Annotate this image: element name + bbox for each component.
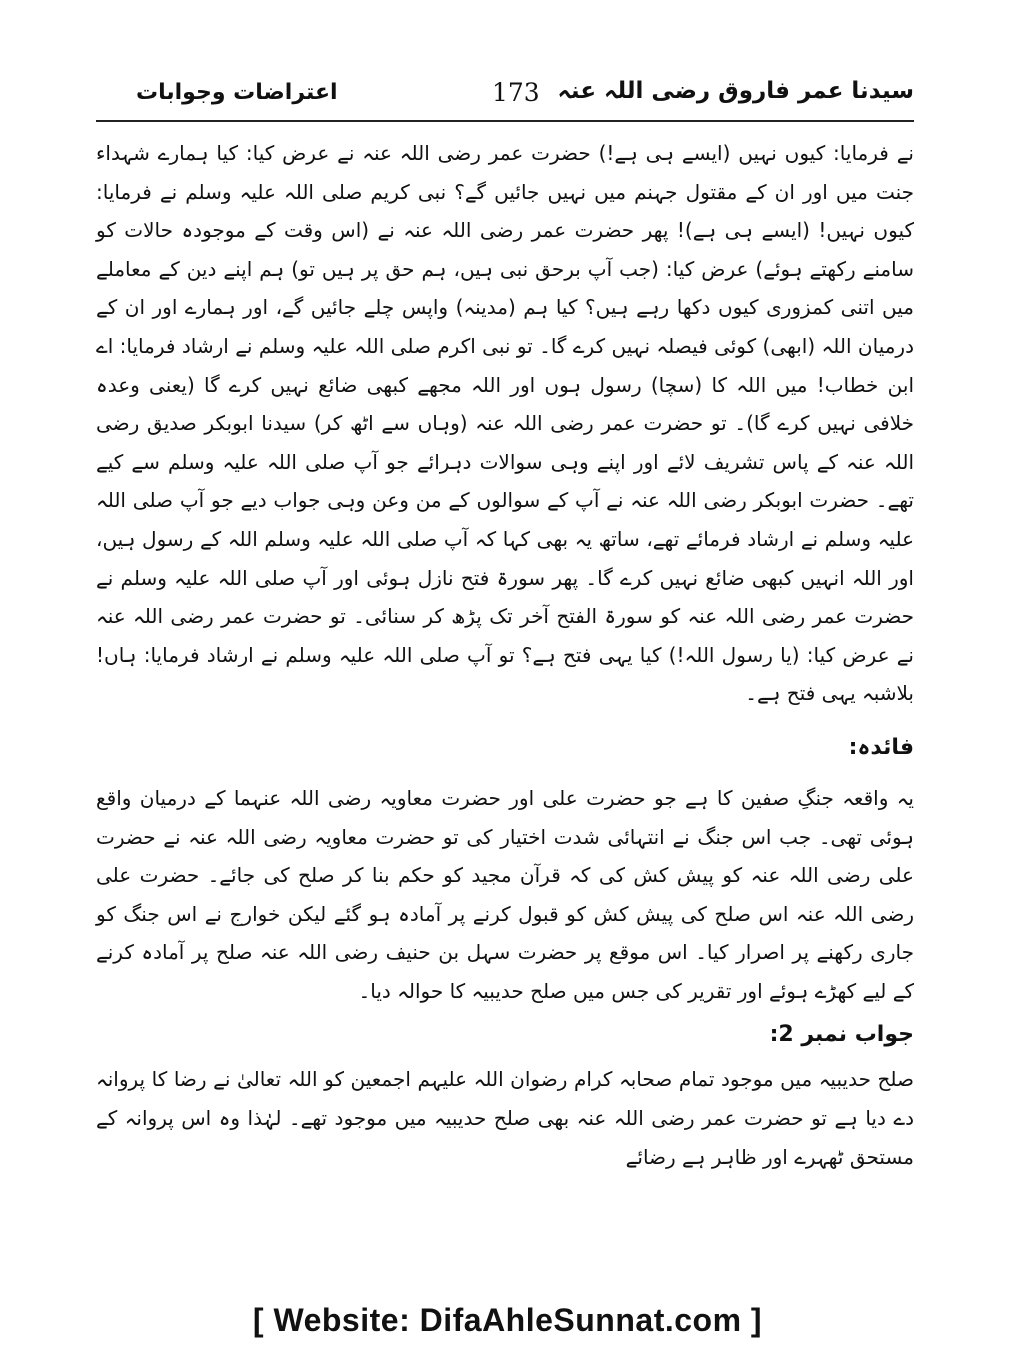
page-header [96, 78, 914, 118]
paragraph-hadith: نے فرمایا: کیوں نہیں (ایسے ہی ہے!) حضرت عمر رضی اللہ عنہ نے عرض کیا: کیا ہمارے شہداء جنت میں اور ان کے مقتول جہنم میں نہیں جائیں گے؟ نبی کریم صلی اللہ علیہ وسلم نے فرمایا: کیوں نہیں! (ایسے ہی ہے)! پھر حضرت عمر رضی اللہ عنہ نے (اس وقت کے موجودہ حالات کو سامنے رکھتے ہوئے) عرض کیا: (جب آپ برحق نبی ہیں، ہم حق پر ہیں تو) ہم اپنے دین کے معاملے میں اتنی کمزوری کیوں دکھا رہے ہیں؟ کیا ہم (مدینہ) واپس چلے جائیں گے، اور ہمارے اور ان کے درمیان اللہ (ابھی) کوئی فیصلہ نہیں کرے گا۔ تو نبی اکرم صلی اللہ علیہ وسلم نے ارشاد فرمایا: اے ابن خطاب! میں اللہ کا (سچا) رسول ہوں اور اللہ مجھے کبھی ضائع نہیں کرے گا (یعنی وعدہ خلافی نہیں کرے گا)۔ تو حضرت عمر رضی اللہ عنہ (وہاں سے اٹھ کر) سیدنا ابوبکر صدیق رضی اللہ عنہ کے پاس تشریف لائے اور اپنے وہی سوالات دہرائے جو آپ صلی اللہ علیہ وسلم سے کیے تھے۔ حضرت ابوبکر رضی اللہ عنہ نے آپ کے سوالوں کے من وعن وہی جواب دیے جو آپ صلی اللہ علیہ وسلم نے ارشاد فرمائے تھے، ساتھ یہ بھی کہا کہ آپ صلی اللہ علیہ وسلم اللہ کے رسول ہیں، اور اللہ انہیں کبھی ضائع نہیں کرے گا۔ پھر سورۃ فتح نازل ہوئی اور آپ صلی اللہ علیہ وسلم نے حضرت عمر رضی اللہ عنہ کو سورۃ الفتح آخر تک پڑھ کر سنائی۔ تو حضرت عمر رضی اللہ عنہ نے عرض کیا: (یا رسول اللہ!) کیا یہی فتح ہے؟ تو آپ صلی اللہ علیہ وسلم نے ارشاد فرمایا: ہاں! بلاشبہ یہی فتح ہے۔ [96, 141, 914, 706]
book-title: سیدنا عمر فاروق رضی اللہ عنہ [557, 78, 914, 104]
paragraph-jawab-2: صلح حدیبیہ میں موجود تمام صحابہ کرام رضوان اللہ علیہم اجمعین کو اللہ تعالیٰ نے رضا کا پروانہ دے دیا ہے تو حضرت عمر رضی اللہ عنہ بھی صلح حدیبیہ میں موجود تھے۔ لہٰذا وہ اس پروانہ کے مستحق ٹھہرے اور ظاہر ہے رضائے [96, 1067, 914, 1169]
heading-faida: فائدہ: [848, 734, 914, 760]
chapter-title: اعتراضات وجوابات [136, 80, 338, 105]
website-footer: [ Website: DifaAhleSunnat.com ] [252, 1302, 763, 1338]
page-body [96, 134, 914, 1176]
page-number: 173 [492, 78, 540, 107]
heading-jawab-2: جواب نمبر 2: [769, 1022, 914, 1048]
paragraph-faida: یہ واقعہ جنگِ صفین کا ہے جو حضرت علی اور حضرت معاویہ رضی اللہ عنہما کے درمیان واقع ہوئی تھی۔ جب اس جنگ نے انتہائی شدت اختیار کی تو حضرت معاویہ رضی اللہ عنہ نے حضرت علی رضی اللہ عنہ کو پیش کش کی کہ قرآن مجید کو حکم بنا کر صلح کی جائے۔ حضرت علی رضی اللہ عنہ اس صلح کی پیش کش کو قبول کرنے پر آمادہ ہو گئے لیکن خوارج نے اس جنگ کو جاری رکھنے پر اصرار کیا۔ اس موقع پر حضرت سہل بن حنیف رضی اللہ عنہ صلح پر آمادہ کرنے کے لیے کھڑے ہوئے اور تقریر کی جس میں صلح حدیبیہ کا حوالہ دیا۔ [96, 785, 914, 1003]
header-divider [96, 120, 914, 122]
